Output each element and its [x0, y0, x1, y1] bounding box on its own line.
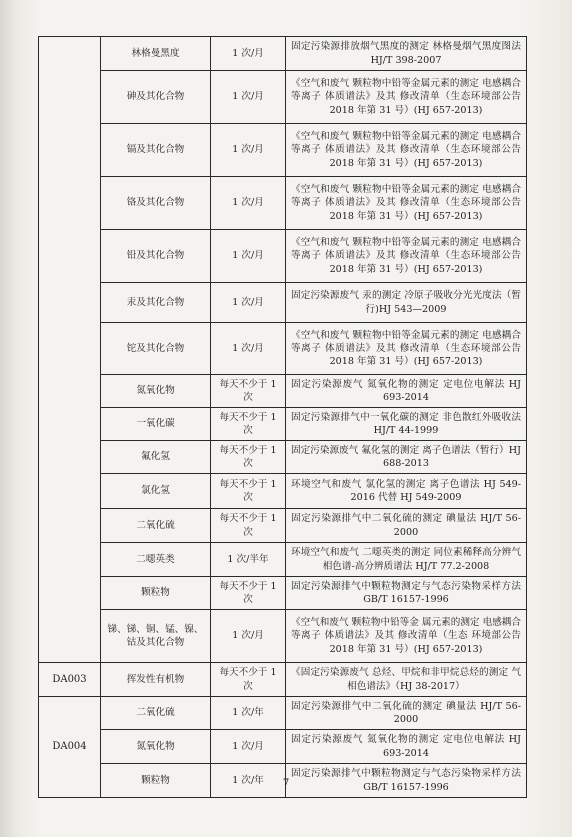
- table-row: [39, 177, 527, 230]
- frequency-cell: 1 次/月: [211, 323, 286, 375]
- frequency-cell: 1 次/月: [211, 124, 286, 177]
- method-cell: 固定污染源排气中二氧化硫的测定 碘量法 HJ/T 56-2000: [286, 509, 527, 543]
- table-row: [39, 71, 527, 124]
- pollutant-cell: 氮氧化物: [101, 730, 211, 764]
- method-cell: 固定污染源排放烟气黑度的测定 林格曼烟气黑度图法 HJ/T 398-2007: [286, 37, 527, 71]
- method-cell: 固定污染源排气中颗粒物测定与气态污染物采样方法 GB/T 16157-1996: [286, 577, 527, 610]
- monitoring-table: [38, 36, 527, 798]
- pollutant-cell: 二噁英类: [101, 543, 211, 577]
- method-cell: 固定污染源排气中一氧化碳的测定 非色散红外吸收法 HJ/T 44-1999: [286, 408, 527, 441]
- pollutant-cell: 铊及其化合物: [101, 323, 211, 375]
- method-cell: 固定污染源废气 氮氧化物的测定 定电位电解法 HJ 693-2014: [286, 375, 527, 408]
- pollutant-cell: 铅及其化合物: [101, 230, 211, 283]
- pollutant-cell: 汞及其化合物: [101, 283, 211, 323]
- outlet-code-cell: DA004: [39, 697, 101, 798]
- frequency-cell: 1 次/年: [211, 697, 286, 730]
- pollutant-cell: 锑、锑、铜、锰、镍、钴及其化合物: [101, 610, 211, 663]
- outlet-code-cell: [39, 37, 101, 663]
- method-cell: 《空气和废气 颗粒物中铅等金属元素的测定 电感耦合等离子 体质谱法》及其 修改清单（生态环境部公告 2018 年第 31 号）(HJ 657-2013): [286, 230, 527, 283]
- table-row: [39, 37, 527, 71]
- outlet-code-cell: DA003: [39, 663, 101, 697]
- page-number: 7: [282, 778, 290, 789]
- table-row: [39, 474, 527, 509]
- pollutant-cell: 颗粒物: [101, 764, 211, 798]
- table-row: [39, 375, 527, 408]
- table-row: [39, 730, 527, 764]
- method-cell: 固定污染源排气中颗粒物测定与气态污染物采样方法 GB/T 16157-1996: [286, 764, 527, 798]
- method-cell: 环境空气和废气 氯化氢的测定 离子色谱法 HJ 549-2016 代替 HJ 549-2009: [286, 474, 527, 509]
- frequency-cell: 1 次/年: [211, 764, 286, 798]
- frequency-cell: 1 次/半年: [211, 543, 286, 577]
- method-cell: 固定污染源废气 氮氧化物的测定 定电位电解法 HJ 693-2014: [286, 730, 527, 764]
- pollutant-cell: 一氧化碳: [101, 408, 211, 441]
- method-cell: 《空气和废气 颗粒物中铅等金属元素的测定 电感耦合等离子 体质谱法》及其 修改清单（生态环境部公告 2018 年第 31 号）(HJ 657-2013): [286, 124, 527, 177]
- table-row: [39, 663, 527, 697]
- method-cell: 《空气和废气 颗粒物中铅等金属元素的测定 电感耦合等离子 体质谱法》及其 修改清单（生态环境部公告 2018 年第 31 号）(HJ 657-2013): [286, 323, 527, 375]
- table-row: [39, 323, 527, 375]
- frequency-cell: 1 次/月: [211, 230, 286, 283]
- method-cell: 《空气和废气 颗粒物中铅等金 属元素的测定 电感耦合等离子 体质谱法》及其 修改清单（生态 环境部公告 2018 年第 31 号）(HJ 657-2013): [286, 610, 527, 663]
- table-row: [39, 509, 527, 543]
- frequency-cell: 1 次/月: [211, 610, 286, 663]
- frequency-cell: 每天不少于 1 次: [211, 474, 286, 509]
- table-row: [39, 124, 527, 177]
- pollutant-cell: 二氧化硫: [101, 697, 211, 730]
- pollutant-cell: 颗粒物: [101, 577, 211, 610]
- pollutant-cell: 氯化氢: [101, 474, 211, 509]
- pollutant-cell: 铬及其化合物: [101, 177, 211, 230]
- pollutant-cell: 镉及其化合物: [101, 124, 211, 177]
- frequency-cell: 1 次/月: [211, 177, 286, 230]
- method-cell: 固定污染源废气 汞的测定 冷原子吸收分光光度法（暂行)HJ 543—2009: [286, 283, 527, 323]
- table-row: [39, 577, 527, 610]
- pollutant-cell: 林格曼黑度: [101, 37, 211, 71]
- table-row: [39, 408, 527, 441]
- pollutant-cell: 砷及其化合物: [101, 71, 211, 124]
- pollutant-cell: 二氧化硫: [101, 509, 211, 543]
- method-cell: 固定污染源排气中二氧化硫的测定 碘量法 HJ/T 56-2000: [286, 697, 527, 730]
- method-cell: 《空气和废气 颗粒物中铅等金属元素的测定 电感耦合等离子 体质谱法》及其 修改清单（生态环境部公告 2018 年第 31 号）(HJ 657-2013): [286, 71, 527, 124]
- method-cell: 环境空气和废气 二噁英类的测定 同位素稀释高分辨气相色谱-高分辨质谱法 HJ/T 77.2-2008: [286, 543, 527, 577]
- frequency-cell: 1 次/月: [211, 283, 286, 323]
- method-cell: 《空气和废气 颗粒物中铅等金属元素的测定 电感耦合等离子 体质谱法》及其 修改清单（生态环境部公告 2018 年第 31 号）(HJ 657-2013): [286, 177, 527, 230]
- frequency-cell: 1 次/月: [211, 71, 286, 124]
- frequency-cell: 每天不少于 1 次: [211, 408, 286, 441]
- table-row: [39, 441, 527, 474]
- frequency-cell: 1 次/月: [211, 730, 286, 764]
- pollutant-cell: 挥发性有机物: [101, 663, 211, 697]
- table-row: [39, 543, 527, 577]
- frequency-cell: 每天不少于 1 次: [211, 375, 286, 408]
- table-row: [39, 283, 527, 323]
- pollutant-cell: 氟化氢: [101, 441, 211, 474]
- method-cell: 固定污染源废气 氟化氢的测定 离子色谱法（暂行）HJ 688-2013: [286, 441, 527, 474]
- frequency-cell: 1 次/月: [211, 37, 286, 71]
- table-row: [39, 697, 527, 730]
- frequency-cell: 每天不少于 1 次: [211, 441, 286, 474]
- frequency-cell: 每天不少于 1 次: [211, 663, 286, 697]
- table-row: [39, 230, 527, 283]
- method-cell: 《固定污染源废气 总烃、甲烷和非甲烷总烃的测定 气相色谱法》（HJ 38-2017）: [286, 663, 527, 697]
- pollutant-cell: 氮氧化物: [101, 375, 211, 408]
- frequency-cell: 每天不少于 1 次: [211, 577, 286, 610]
- frequency-cell: 每天不少于 1 次: [211, 509, 286, 543]
- table-row: [39, 610, 527, 663]
